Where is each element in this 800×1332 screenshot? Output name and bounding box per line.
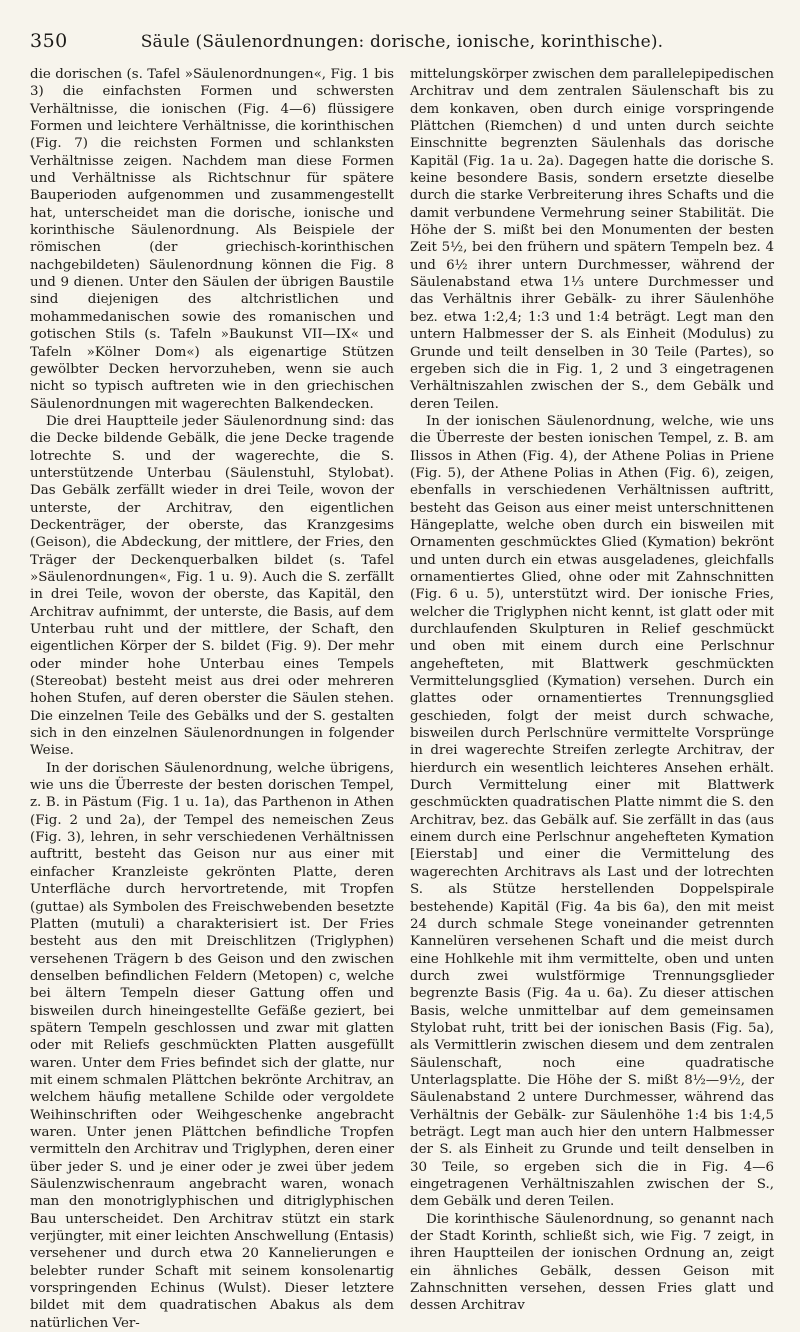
paragraph: Die korinthische Säulenordnung, so genannt nach der Stadt Korinth, schließt sich, wie Fig. 7 zeigt, in ihren Hauptteilen der ionischen Ordnung an, zeigt ein ähnliches Gebälk, dessen Geison mit Zahnschnitten versehen, dessen Fries glatt und dessen Architrav: [410, 1211, 774, 1314]
text-columns: [30, 66, 774, 1332]
paragraph: In der dorischen Säulenordnung, welche übrigens, wie uns die Überreste der besten dorischen Tempel, z. B. in Pästum (Fig. 1 u. 1a), das Parthenon in Athen (Fig. 2 und 2a), der Tempel des nemeischen Zeus (Fig. 3), lehren, in sehr verschiedenen Verhältnissen auftritt, besteht das Geison nur aus einer mit einfacher Kranzleiste gekrönten Platte, deren Unterfläche durch hervortretende, mit Tropfen (guttae) als Symbolen des Freischwebenden besetzte Platten (mutuli) a charakterisiert ist. Der Fries besteht aus den mit Dreischlitzen (Triglyphen) versehenen Trägern b des Geison und den zwischen denselben befindlichen Feldern (Metopen) c, welche bei ältern Tempeln dieser Gattung offen und bisweilen durch hineingestellte Gefäße geziert, bei spätern Tempeln geschlossen und zwar mit glatten oder mit Reliefs geschmückten Platten ausgefüllt waren. Unter dem Fries befindet sich der glatte, nur mit einem schmalen Plättchen bekrönte Architrav, an welchem häufig metallene Schilde oder vergoldete Weihinschriften oder Weihgeschenke angebracht waren. Unter jenen Plättchen befindliche Tropfen vermitteln den Architrav und Triglyphen, deren einer über jeder S. und je einer oder je zwei über jedem Säulenzwischenraum angebracht waren, wonach man den monotriglyphischen und ditriglyphischen Bau unterscheidet. Den Architrav stützt ein stark verjüngter, mit einer leichten Anschwellung (Entasis) versehener und durch etwa 20 Kannelierungen e belebter runder Schaft mit seinem konsolenartig vorspringenden Echinus (Wulst). Dieser letztere bildet mit dem quadratischen Abakus als dem natürlichen Ver-: [30, 760, 394, 1331]
paragraph: mittelungskörper zwischen dem parallelepipedischen Architrav und dem zentralen Säulenschaft bis zu dem konkaven, oben durch einige vorspringende Plättchen (Riemchen) d und unten durch seichte Einschnitte begrenzten Säulenhals das dorische Kapitäl (Fig. 1a u. 2a). Dagegen hatte die dorische S. keine besondere Basis, sondern ersetzte dieselbe durch die starke Verbreiterung ihres Schafts und die damit verbundene Vermehrung seiner Stabilität. Die Höhe der S. mißt bei den Monumenten der besten Zeit 5½, bei den frühern und spätern Tempeln bez. 4 und 6½ ihrer untern Durchmesser, während der Säulenabstand etwa 1⅓ untere Durchmesser und das Verhältnis ihrer Gebälk- zu ihrer Säulenhöhe bez. etwa 1:2,4; 1:3 und 1:4 beträgt. Legt man den untern Halbmesser der S. als Einheit (Modulus) zu Grunde und teilt denselben in 30 Teile (Partes), so ergeben sich die in Fig. 1, 2 und 3 eingetragenen Verhältniszahlen zwischen der S., dem Gebälk und deren Teilen.: [410, 67, 774, 412]
paragraph: die dorischen (s. Tafel »Säulenordnungen«, Fig. 1 bis 3) die einfachsten Formen und schwersten Verhältnisse, die ionischen (Fig. 4—6) flüssigere Formen und leichtere Verhältnisse, die korinthischen (Fig. 7) die reichsten Formen und schlanksten Verhältnisse zeigen. Nachdem man diese Formen und Verhältnisse als Richtschnur für spätere Bauperioden aufgenommen und zusammengestellt hat, unterscheidet man die dorische, ionische und korinthische Säulenordnung. Als Beispiele der römischen (der griechisch-korinthischen nachgebildeten) Säulenordnung können die Fig. 8 und 9 dienen. Unter den Säulen der übrigen Baustile sind diejenigen des altchristlichen und mohammedanischen sowie des romanischen und gotischen Stils (s. Tafeln »Baukunst VII—IX« und Tafeln »Kölner Dom«) als eigenartige Stützen gewölbter Decken hervorzuheben, wenn sie auch nicht so typisch auftreten wie in den griechischen Säulenordnungen mit wagerechten Balkendecken.: [30, 67, 394, 412]
right-column: [410, 66, 774, 1332]
left-column: [30, 66, 394, 1332]
paragraph: In der ionischen Säulenordnung, welche, wie uns die Überreste der besten ionischen Tempel, z. B. am Ilissos in Athen (Fig. 4), der Athene Polias in Priene (Fig. 5), der Athene Polias in Athen (Fig. 6), zeigen, ebenfalls in verschiedenen Verhältnissen auftritt, besteht das Geison aus einer meist unterschnittenen Hängeplatte, welche oben durch ein bisweilen mit Ornamenten geschmücktes Glied (Kymation) bekrönt und unten durch ein etwas ausgeladenes, gleichfalls ornamentiertes Glied, ohne oder mit Zahnschnitten (Fig. 6 u. 5), unterstützt wird. Der ionische Fries, welcher die Triglyphen nicht kennt, ist glatt oder mit durchlaufenden Skulpturen in Relief geschmückt und oben mit einem durch eine Perlschnur angehefteten, mit Blattwerk geschmückten Vermittelungsglied (Kymation) versehen. Durch ein glattes oder ornamentiertes Trennungsglied geschieden, folgt der meist durch schwache, bisweilen durch Perlschnüre vermittelte Vorsprünge in drei wagerechte Streifen zerlegte Architrav, der hierdurch ein wesentlich leichteres Ansehen erhält. Durch Vermittelung einer mit Blattwerk geschmückten quadratischen Platte nimmt die S. den Architrav, bez. das Gebälk auf. Sie zerfällt in das (aus einem durch eine Perlschnur angehefteten Kymation [Eierstab] und einer die Vermittelung des wagerechten Architravs als Last und der lotrechten S. als Stütze herstellenden Doppelspirale bestehende) Kapitäl (Fig. 4a bis 6a), den mit meist 24 durch schmale Stege voneinander getrennten Kannelüren versehenen Schaft und die meist durch eine Hohlkehle mit ihm vermittelte, oben und unten durch zwei wulstförmige Trennungsglieder begrenzte Basis (Fig. 4a u. 6a). Zu dieser attischen Basis, welche unmittelbar auf dem gemeinsamen Stylobat ruht, tritt bei der ionischen Basis (Fig. 5a), als Vermittlerin zwischen diesem und dem zentralen Säulenschaft, noch eine quadratische Unterlagsplatte. Die Höhe der S. mißt 8½—9½, der Säulenabstand 2 untere Durchmesser, während das Verhältnis der Gebälk- zur Säulenhöhe 1:4 bis 1:4,5 beträgt. Legt man auch hier den untern Halbmesser der S. als Einheit zu Grunde und teilt denselben in 30 Teile, so ergeben sich die in Fig. 4—6 eingetragenen Verhältniszahlen zwischen der S., dem Gebälk und deren Teilen.: [410, 413, 774, 1210]
page-header: [30, 30, 774, 56]
paragraph: Die drei Hauptteile jeder Säulenordnung sind: das die Decke bildende Gebälk, die jene Decke tragende lotrechte S. und der wagerechte, die S. unterstützende Unterbau (Säulenstuhl, Stylobat). Das Gebälk zerfällt wieder in drei Teile, wovon der unterste, der Architrav, den eigentlichen Deckenträger, der oberste, das Kranzgesims (Geison), die Abdeckung, der mittlere, der Fries, den Träger der Deckenquerbalken bildet (s. Tafel »Säulenordnungen«, Fig. 1 u. 9). Auch die S. zerfällt in drei Teile, wovon der oberste, das Kapitäl, den Architrav aufnimmt, der unterste, die Basis, auf dem Unterbau ruht und der mittlere, der Schaft, den eigentlichen Körper der S. bildet (Fig. 9). Der mehr oder minder hohe Unterbau eines Tempels (Stereobat) besteht meist aus drei oder mehreren hohen Stufen, auf deren oberster die Säulen stehen. Die einzelnen Teile des Gebälks und der S. gestalten sich in den einzelnen Säulenordnungen in folgender Weise.: [30, 413, 394, 759]
page-number: 350: [30, 30, 68, 52]
running-head: Säule (Säulenordnungen: dorische, ionische, korinthische).: [140, 32, 664, 52]
